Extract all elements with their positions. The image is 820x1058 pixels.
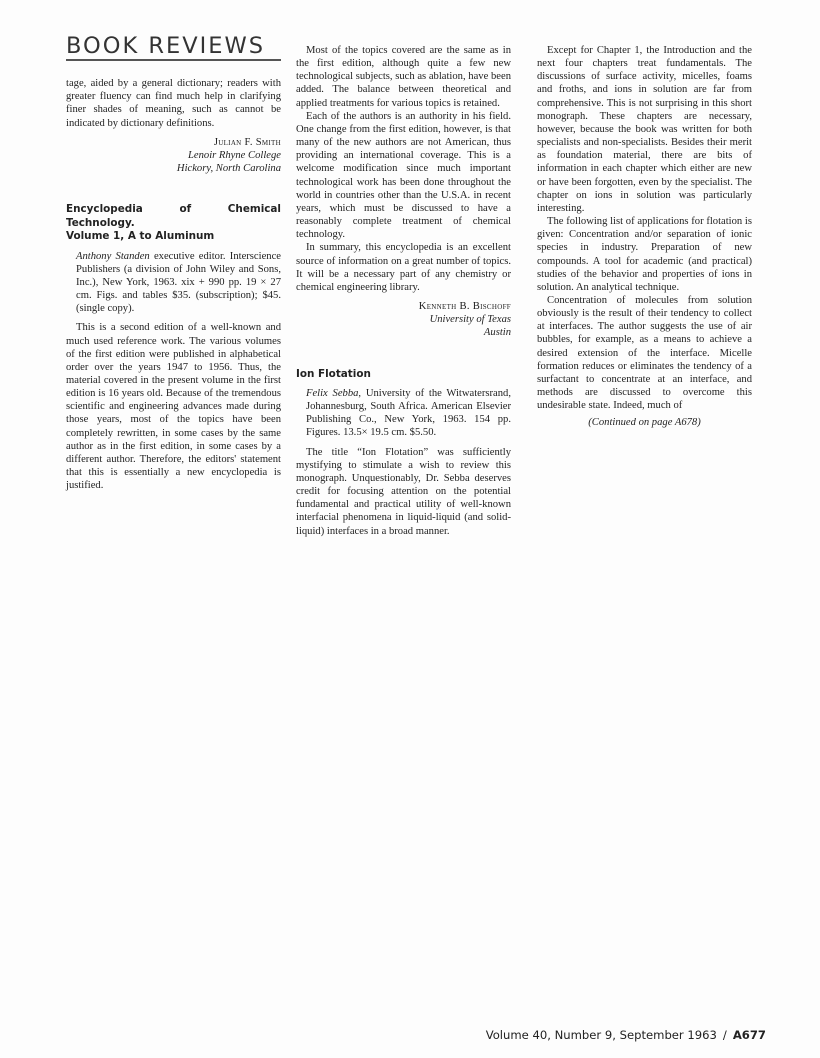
review2-title-line2: Volume 1, A to Aluminum: [66, 230, 215, 243]
reviewer-location: Austin: [483, 327, 511, 339]
review2-signature: [296, 300, 511, 340]
reviewer-name: Julian F. Smith: [213, 136, 281, 148]
column-2: [296, 44, 511, 538]
review3-paragraph-4: Concentration of molecules from solution obviously is the result of their tendency to collect at interfaces. The author suggests the use of air bubbles, for example, as a means to achieve a desired extension of the interface. Micelle formation reduces or eliminates the tendency of a surfactant to concentrate at an interface, and methods are discussed to overcome this undesirable state. Indeed, much of: [537, 294, 752, 412]
review3-paragraph-3: The following list of applications for flotation is given: Concentration and/or separation of ionic species in industry. Preparation of new compounds. A tool for academic (and practical) studies of the behavior and properties of ions in solution. An analytical technique.: [537, 216, 752, 293]
review2-citation: [66, 250, 281, 316]
reviewer-affiliation: Lenoir Rhyne College: [188, 149, 281, 161]
review2-paragraph-4: In summary, this encyclopedia is an excellent source of information on a great number of topics. It will be a necessary part of any chemistry or chemical engineering library.: [296, 242, 511, 293]
review3-paragraph-2: Except for Chapter 1, the Introduction and the next four chapters treat fundamentals. The discussions of surface activity, micelles, foams and froths, and ions in solution are far from comprehensive. This is not surprising in this short monograph. These chapters are necessary, however, because the book was written for both specialists and non-specialists. Besides their merit as foundation material, there are bits of information in each chapter which either are new or have been forgotten, even by the specialist. The chapter on ions in solution was particularly interesting.: [537, 45, 752, 214]
review1-signature: [66, 136, 281, 176]
review3-citation: [296, 387, 511, 440]
review2-paragraph-3: Each of the authors is an authority in his field. One change from the first edition, however, is that many of the new authors are not American, thus providing an international coverage. This is a welcome modification since much important technological work has been done throughout the world in countries other than the U.S.A. in recent years, which must be discussed to have a reasonably complete treatment of chemical technology.: [296, 110, 511, 241]
column-3: [537, 44, 752, 430]
reviewer-affiliation: University of Texas: [429, 314, 511, 326]
review3-citation-text: , University of the Witwatersrand, Johannesburg, South Africa. American Elsevier Publishing Co., New York, 1963. 154 pp. Figures. 13.5× 19.5 cm. $5.50.: [306, 387, 511, 439]
reviewer-location: Hickory, North Carolina: [176, 163, 281, 175]
review2-citation-text: executive editor. Interscience Publishers (a division of John Wiley and Sons, Inc.), New York, 1963. xix + 990 pp. 19 × 27 cm. Figs. and tables $35. (subscription); $45. (single copy).: [76, 250, 281, 315]
page-number: A677: [732, 1028, 766, 1042]
review3-paragraph-1: The title “Ion Flotation” was sufficiently mystifying to stimulate a wish to review this monograph. Unquestionably, Dr. Sebba deserves credit for focusing attention on the potential fundamental and practical utility of well-known interfacial phenomena in liquid-liquid (and solid-liquid) interfaces in a broad manner.: [296, 446, 511, 537]
review3-title: Ion Flotation: [296, 367, 371, 380]
review2-paragraph-1: This is a second edition of a well-known and much used reference work. The various volumes of the first edition were published in alphabetical order over the years 1947 to 1956. Thus, the material covered in the present volume in the first edition is 16 years old. Because of the tremendous scientific and engineering advances made during those years, most of the topics have been completely rewritten, in some cases by the same author as in the first edition, in some cases by a different author. Therefore, the editors' statement that this is essentially a new encyclopedia is justified.: [66, 322, 281, 492]
masthead: BOOK REVIEWS: [66, 40, 281, 61]
footer-separator: /: [722, 1028, 727, 1042]
continued-notice: (Continued on page A678): [588, 417, 701, 429]
review2-title: [66, 203, 281, 243]
page-footer: [486, 1028, 766, 1042]
review1-closing-paragraph: tage, aided by a general dictionary; readers with greater fluency can find much help in clarifying finer shades of meaning, such as cannot be indicated by dictionary definitions.: [66, 78, 281, 129]
review2-editor: Anthony Standen: [76, 250, 150, 262]
issue-info: Volume 40, Number 9, September 1963: [485, 1028, 717, 1042]
review2-title-line1: Encyclopedia of Chemical Technology.: [66, 203, 281, 229]
review2-paragraph-2: Most of the topics covered are the same as in the first edition, although quite a few new technological subjects, such as ablation, have been added. The balance between theoretical and applied treatments for various topics is retained.: [296, 45, 511, 109]
column-1: [66, 33, 281, 492]
reviewer-name: Kenneth B. Bischoff: [418, 300, 511, 312]
review3-author: Felix Sebba: [306, 387, 359, 399]
